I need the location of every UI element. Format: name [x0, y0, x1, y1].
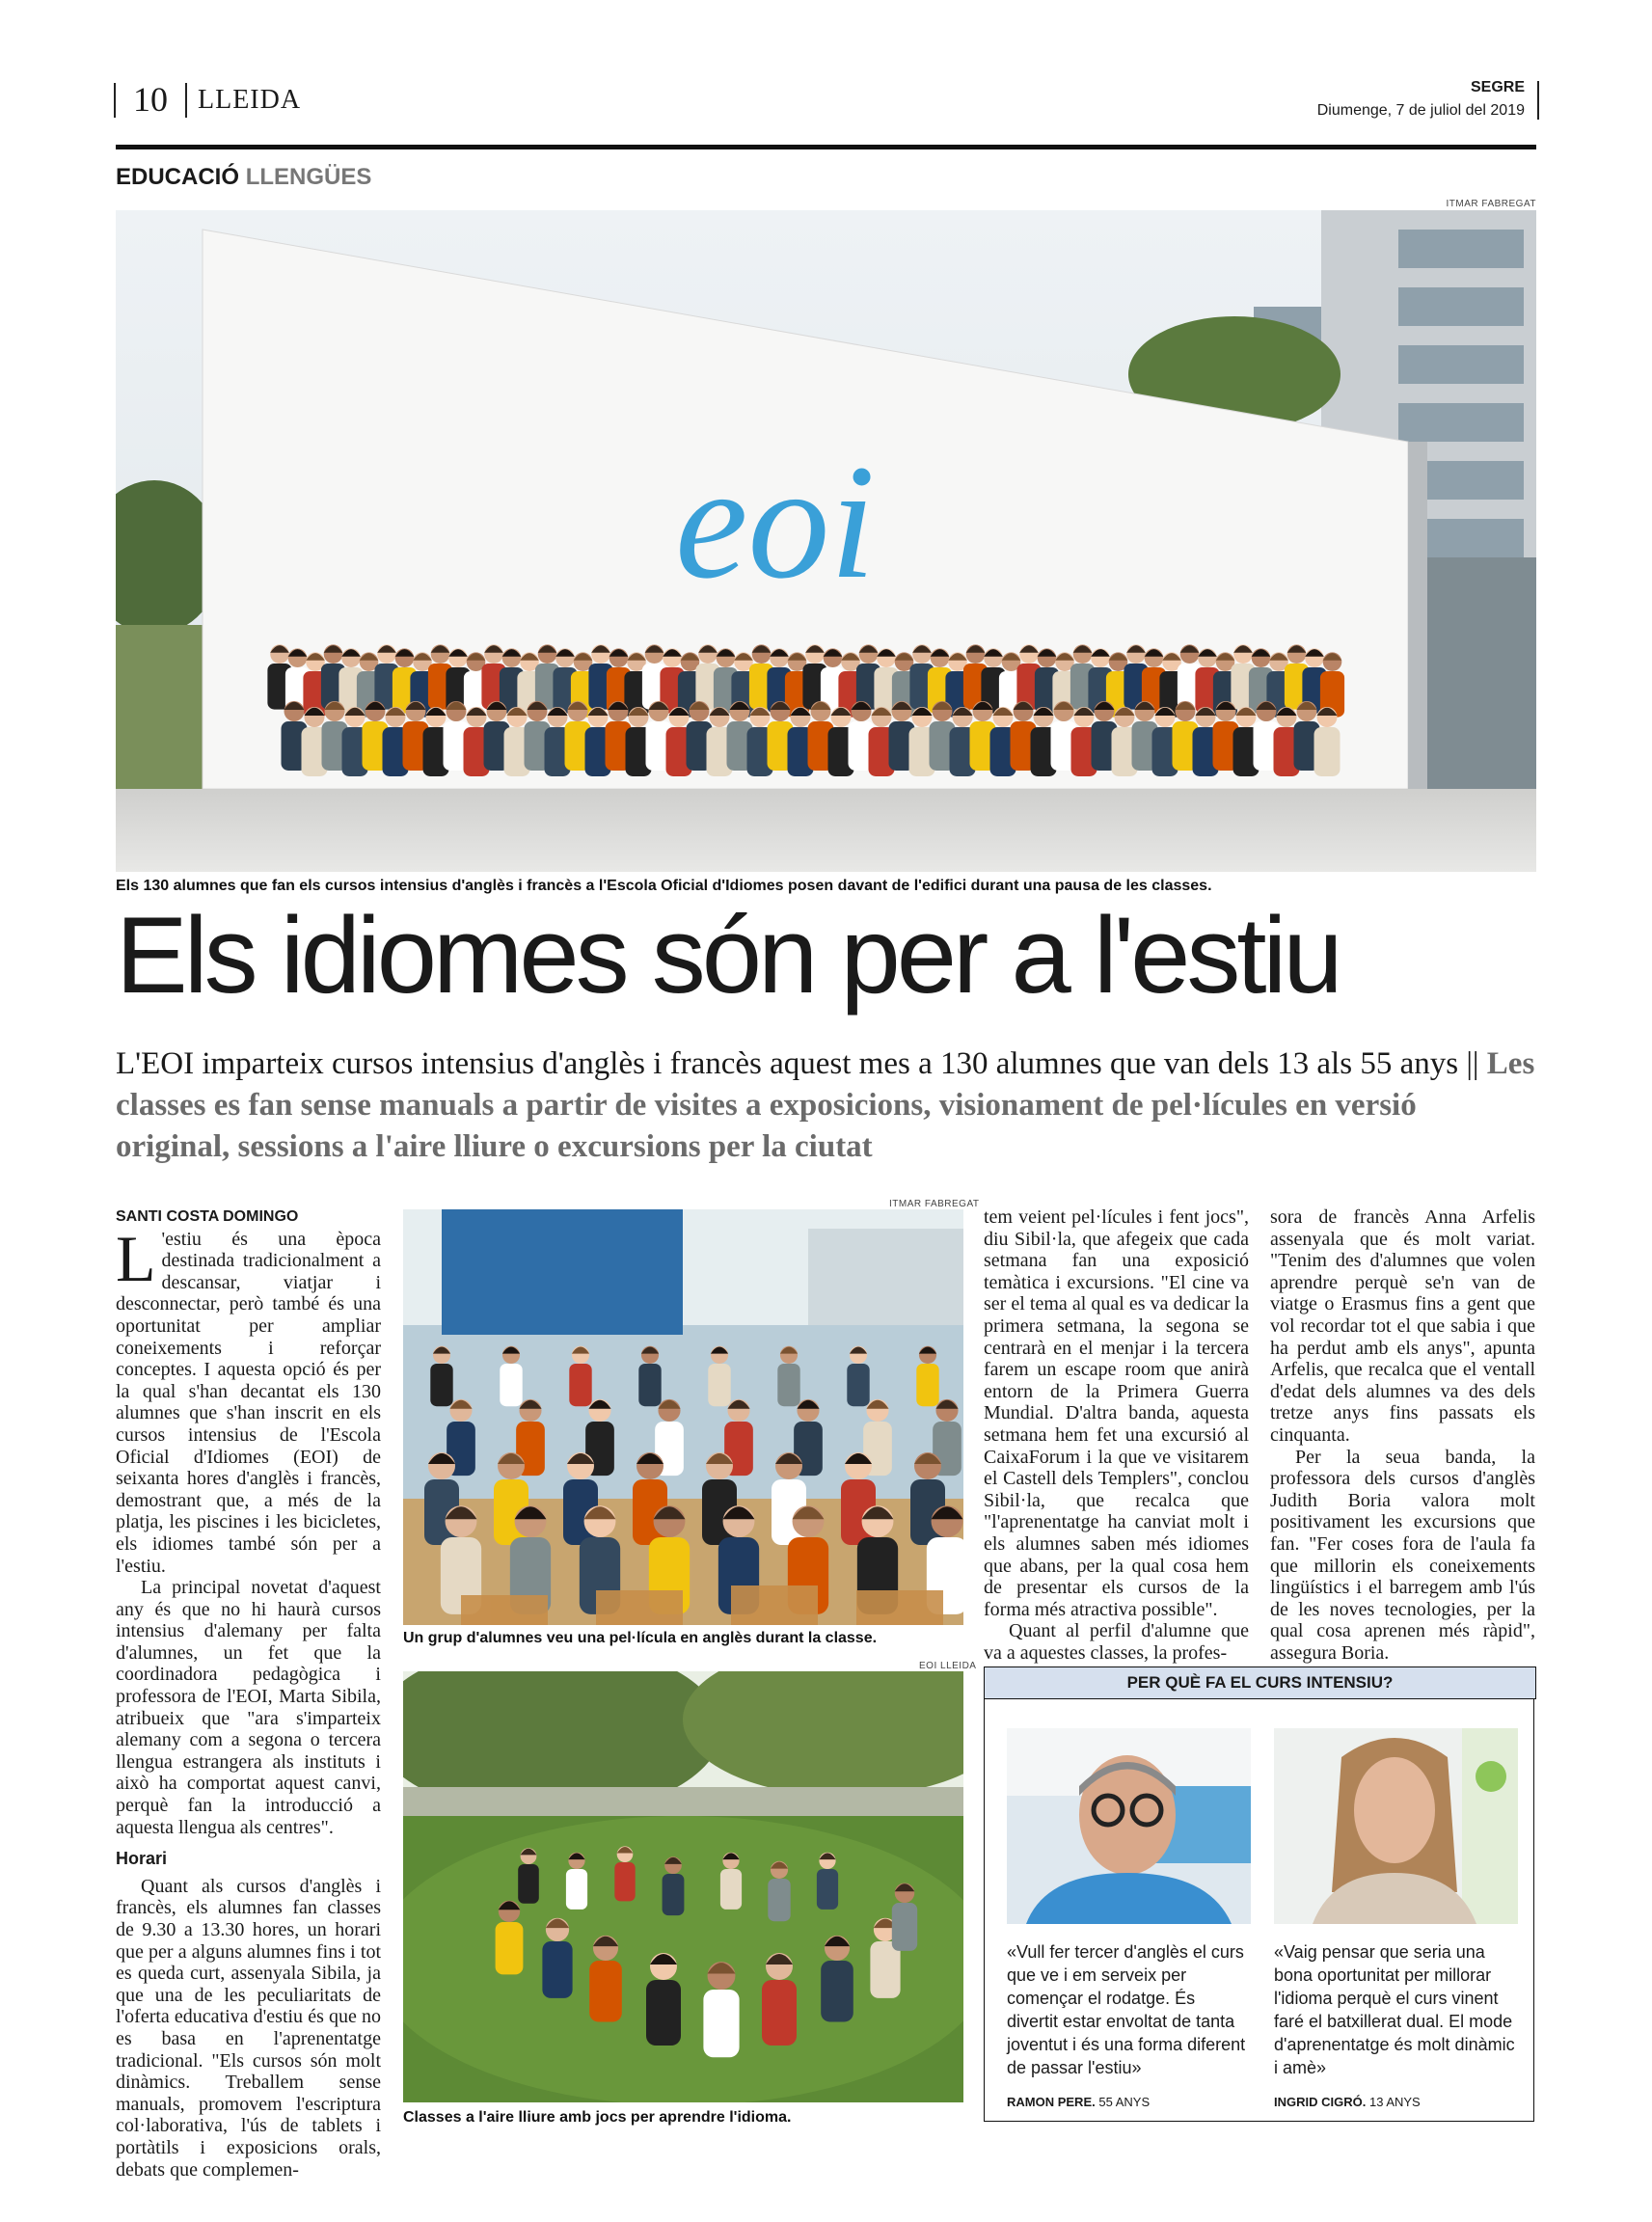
header-rule: [116, 145, 1536, 149]
drop-cap: L: [116, 1221, 156, 1295]
ingrid-name: INGRID CIGRÓ.: [1274, 2095, 1367, 2109]
column-4: [1270, 1206, 1535, 1664]
issue-date: Diumenge, 7 de juliol del 2019: [1316, 102, 1525, 119]
photo3-credit: EOI LLEIDA: [919, 1661, 977, 1671]
column-3: [984, 1206, 1249, 1664]
main-photo-credit: ITMAR FABREGAT: [1446, 199, 1536, 209]
quote-ramon-name: [1007, 2095, 1150, 2109]
main-photo: [116, 210, 1536, 872]
portrait-ingrid-illustration: [1274, 1728, 1518, 1924]
ramon-name: RAMON PERE.: [1007, 2095, 1096, 2109]
subhead-separator: ||: [1466, 1046, 1479, 1081]
col4-paragraph-2: Per la seua banda, la professora dels cursos d'anglès Judith Boria valora molt positivament les excursions que fan. "Fer coses fora de l'aula fa que millorin els coneixements lingüístics i el barregem amb l'ús de les noves tecnologies, per la qual cosa aprenen més ràpid", assegura Boria.: [1270, 1446, 1535, 1664]
photo2-credit: ITMAR FABREGAT: [889, 1199, 980, 1209]
header-divider-left: [114, 83, 116, 118]
page-number: 10: [133, 80, 168, 119]
main-photo-caption: Els 130 alumnes que fan els cursos intensius d'anglès i francès a l'Escola Oficial d'Idiomes posen davant de l'edifici durant una pausa de les classes.: [116, 878, 1212, 894]
quote-ingrid-name: [1274, 2095, 1421, 2109]
byline: SANTI COSTA DOMINGO: [116, 1208, 299, 1225]
paragraph-1: [116, 1221, 381, 1578]
eoi-sign: eoi: [675, 431, 876, 612]
photo2-caption: Un grup d'alumnes veu una pel·lícula en anglès durant la classe.: [403, 1630, 878, 1646]
ramon-age: 55 ANYS: [1098, 2095, 1151, 2109]
paragraph-2: La principal novetat d'aquest any és que no hi haurà cursos intensius d'alemany per falta d'alumnes, un fet que la coordinadora pedagògica i professora de l'EOI, Marta Sibila, atribueix que "ara s'imparteix alemany com a segona o tercera llengua estrangera als instituts i això ha comportat aquest canvi, perquè fan la introducció a aquesta llengua als centres".: [116, 1577, 381, 1838]
quote-ramon: «Vull fer tercer d'anglès el curs que ve i em serveix per començar el rodatge. És divertit estar envoltat de tanta joventut i és una forma diferent de passar l'estiu»: [1007, 1942, 1246, 2077]
sidebar-box-title: PER QUÈ FA EL CURS INTENSIU?: [984, 1666, 1536, 1699]
portrait-ramon-illustration: [1007, 1728, 1251, 1924]
photo3-caption: Classes a l'aire lliure amb jocs per aprendre l'idioma.: [403, 2109, 792, 2126]
ingrid-age: 13 ANYS: [1368, 2095, 1421, 2109]
classroom-illustration: [403, 1209, 963, 1625]
portrait-ingrid: [1274, 1728, 1518, 1924]
column-1: [116, 1206, 381, 2181]
headline: Els idiomes són per a l'estiu: [116, 895, 1340, 1016]
newspaper-name: SEGRE: [1470, 79, 1525, 95]
subhead-part2: Les classes es fan sense manuals a partir de visites a exposicions, visionament de pel·lícules en versió original, sessions a l'aire lliure o excursions per la ciutat: [116, 1046, 1535, 1164]
col4-paragraph-1: sora de francès Anna Arfelis assenyala que és molt variat. "Tenim des d'alumnes que volen aprendre perquè se'n van de viatge o Erasmus fins a gent que vol recordar tot el que sabia i que ha perdut amb els anys", apunta Arfelis, que recalca que el ventall d'edat dels alumnes va des dels tretze anys fins passats els cinquanta.: [1270, 1206, 1535, 1446]
section-label: LLEIDA: [198, 85, 302, 115]
section-subhead: Horari: [116, 1849, 168, 1869]
subheadline: [116, 1043, 1538, 1168]
col3-paragraph-2: Quant al perfil d'alumne que va a aquestes classes, la profes-: [984, 1620, 1249, 1664]
subhead-part1: L'EOI imparteix cursos intensius d'anglès i francès aquest mes a 130 alumnes que van dels 13 als 55 anys: [116, 1046, 1459, 1081]
kicker-main: EDUCACIÓ: [116, 164, 240, 190]
portrait-ramon: [1007, 1728, 1251, 1924]
group-photo-illustration: [116, 210, 1536, 872]
col3-paragraph-1: tem veient pel·lícules i fent jocs", diu Sibil·la, que afegeix que cada setmana fan una exposició temàtica i excursions. "El cine va ser el tema al qual es va dedicar la primera setmana, la segona se centrarà en el menjar i la tercera farem un escape room que anirà entorn de la Primera Guerra Mundial. D'altra banda, aquesta setmana hem fet una excursió al CaixaForum i la que ve visitarem el Castell dels Templers", conclou Sibil·la, que recalca que "l'aprenentatge ha canviat molt i els alumnes saben més idiomes que abans, per la qual cosa hem de presentar els cursos de la forma més atractiva possible".: [984, 1206, 1249, 1620]
outdoor-illustration: [403, 1671, 963, 2102]
paragraph-3: Quant als cursos d'anglès i francès, els alumnes fan classes de 9.30 a 13.30 hores, un horari que per a alguns alumnes fins i tot es queda curt, assenyala Sibila, ja que una de les peculiaritats de l'oferta educativa d'estiu és que no es basa en l'aprenentatge tradicional. "Els cursos són molt dinàmics. Treballem sense manuals, promovem l'escriptura col·laborativa, l'ús de tablets i portàtils i exposicions orals, debats que complemen-: [116, 1875, 381, 2181]
section-kicker: [116, 164, 371, 191]
header-divider-right: [1537, 81, 1539, 120]
paragraph-1-text: 'estiu és una època destinada tradicionalment a descansar, viatjar i desconnectar, però també és una oportunitat per ampliar coneixements i reforçar conceptes. I aquesta opció és per la qual s'han decantat els 130 alumnes que s'han inscrit en els cursos intensius de l'Escola Oficial d'Idiomes (EOI) de seixanta hores d'anglès i francès, demostrant que, a més de la platja, les piscines i les bicicletes, els idiomes també són per a l'estiu.: [116, 1228, 381, 1577]
outdoor-photo: [403, 1671, 963, 2102]
header-divider: [185, 83, 187, 118]
quote-ingrid: «Vaig pensar que seria una bona oportunitat per millorar l'idioma perquè el curs vinent faré el batxillerat dual. El mode d'aprenentatge és molt dinàmic i amè»: [1274, 1942, 1515, 2077]
kicker-secondary: LLENGÜES: [245, 164, 372, 190]
classroom-photo: [403, 1209, 963, 1625]
